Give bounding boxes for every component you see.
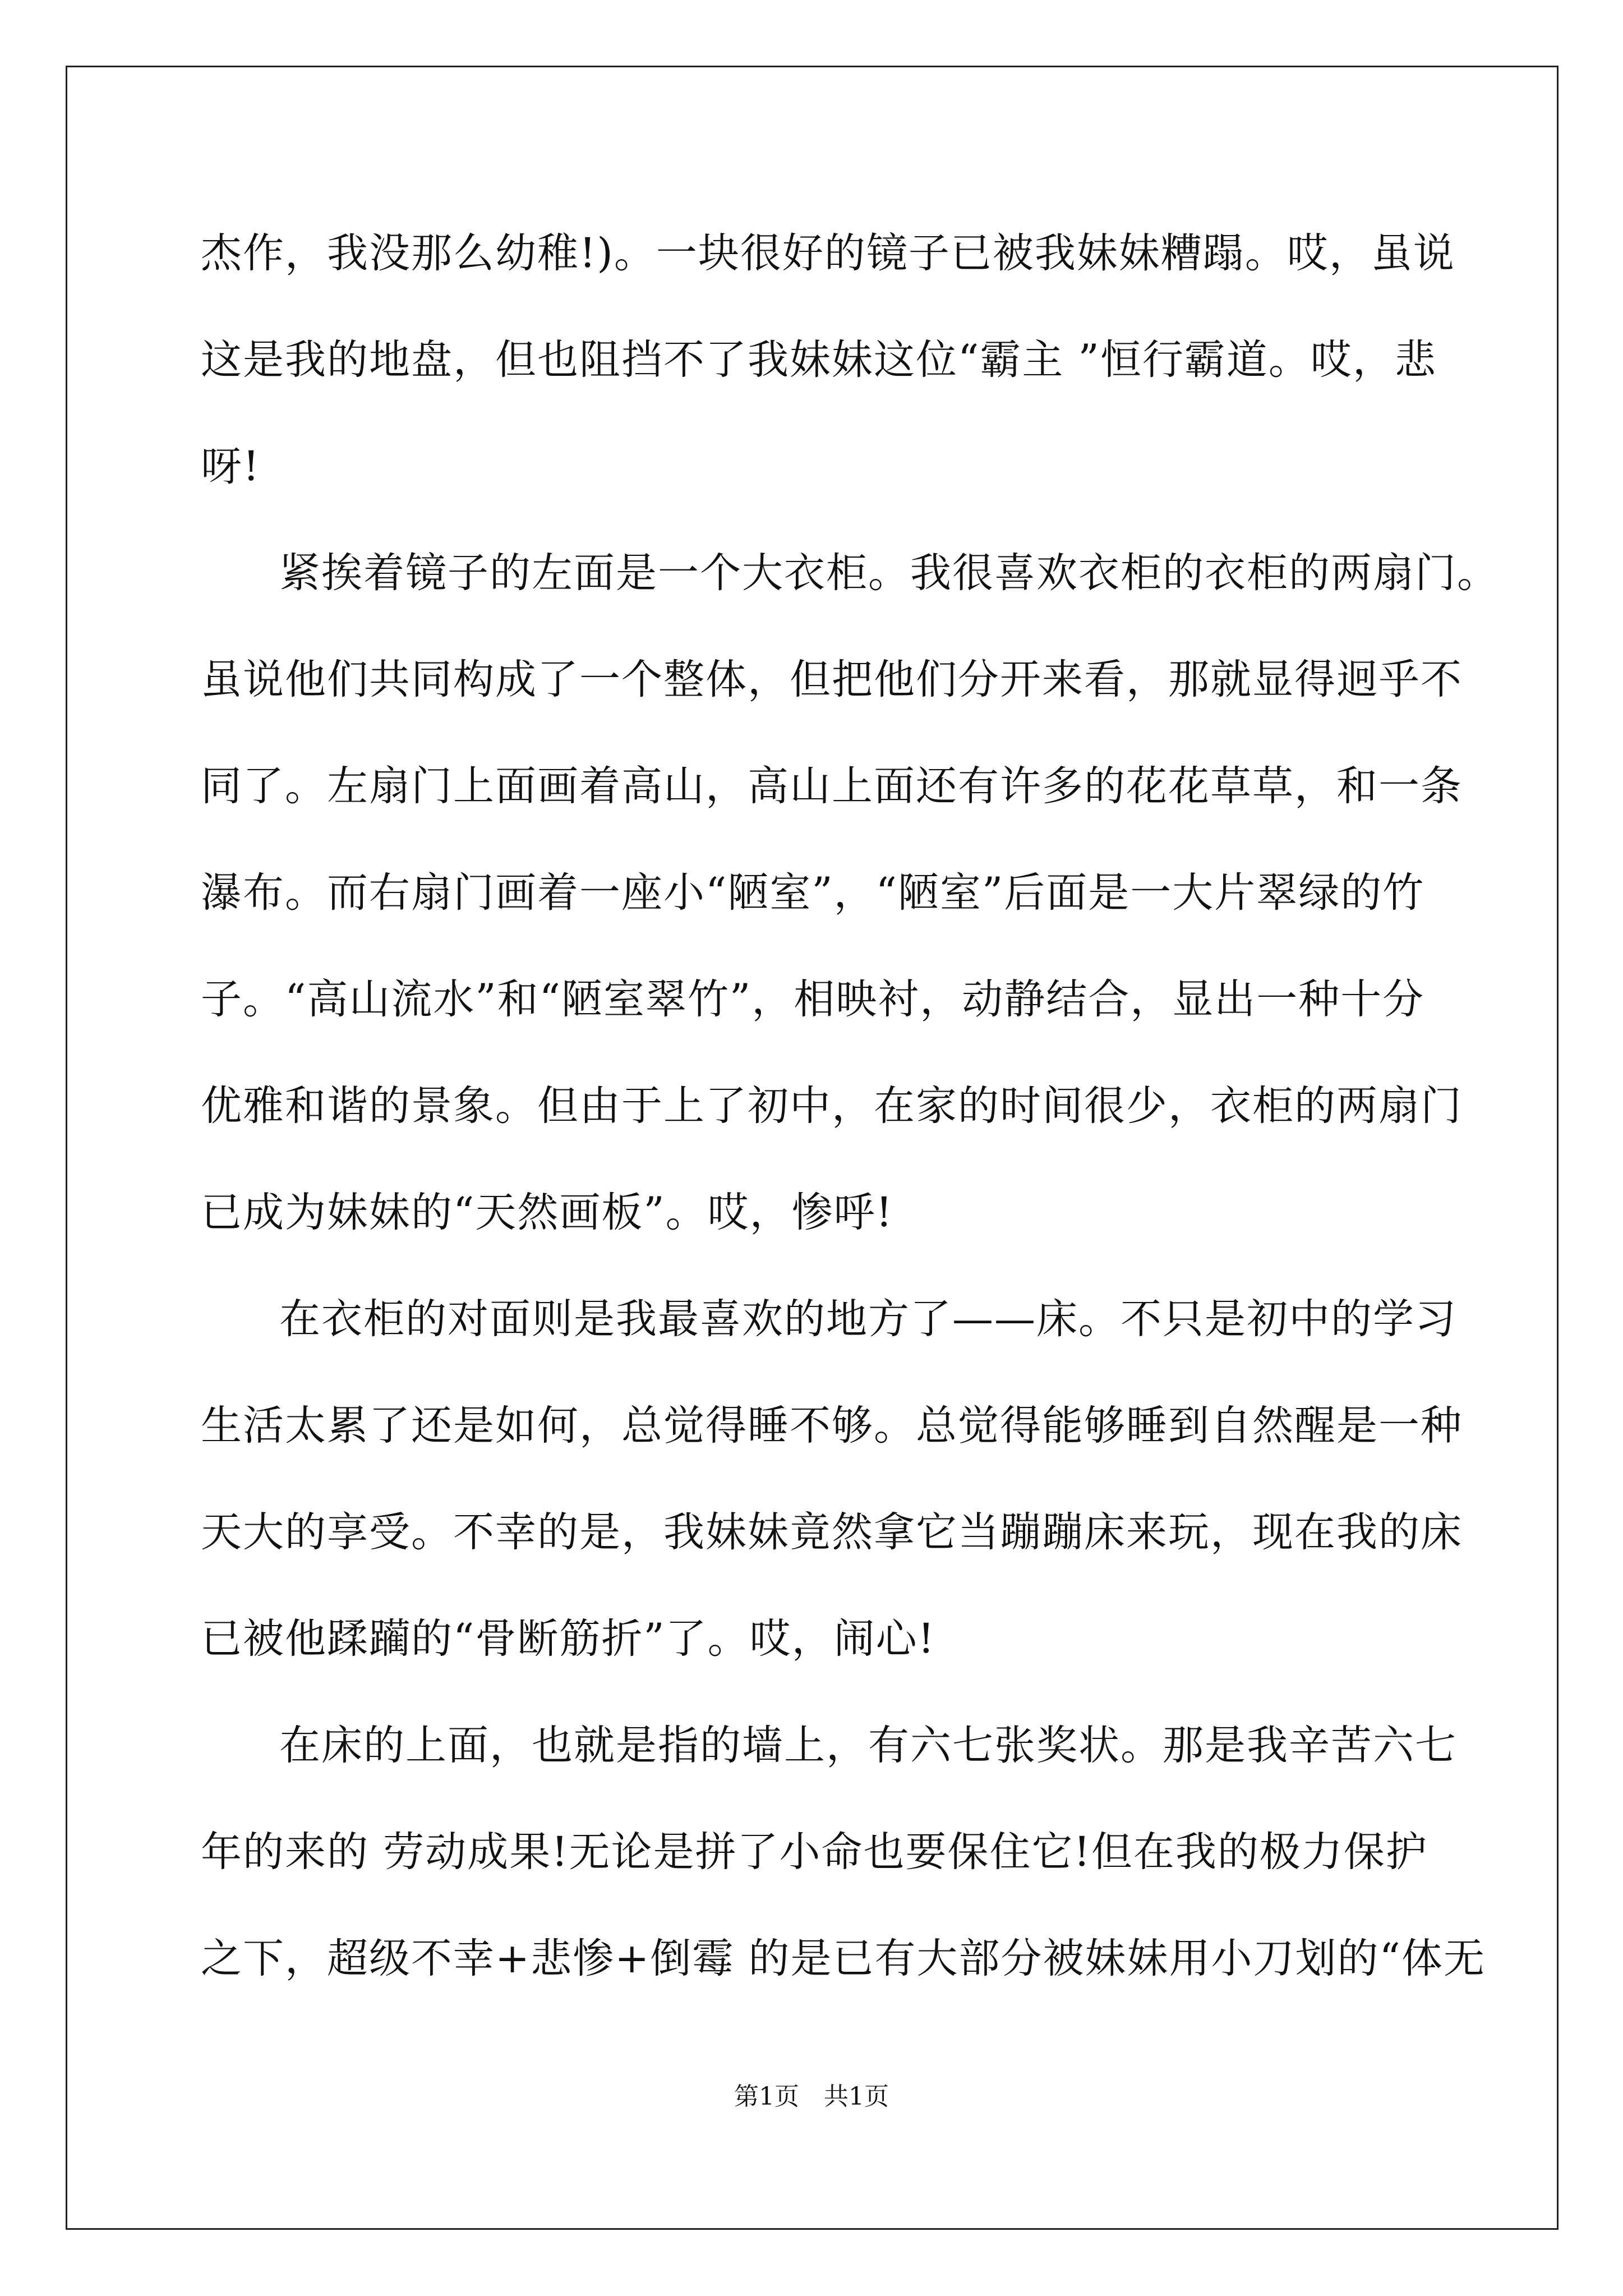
text-line: 在床的上面，也就是指的墙上，有六七张奖状。那是我辛苦六七	[279, 1722, 1457, 1769]
text-line: 虽说他们共同构成了一个整体，但把他们分开来看，那就显得迥乎不	[201, 656, 1463, 703]
page-number-footer: 第1页 共1页	[734, 2082, 889, 2111]
text-line: 杰作，我没那么幼稚!)。一块很好的镜子已被我妹妹糟蹋。哎，虽说	[201, 229, 1455, 277]
text-line: 紧挨着镜子的左面是一个大衣柜。我很喜欢衣柜的衣柜的两扇门。	[279, 549, 1499, 597]
text-line: 已被他蹂躏的“骨断筋折”了。哎，闹心!	[201, 1615, 935, 1663]
text-line: 子。“高山流水”和“陋室翠竹”，相映衬，动静结合，显出一种十分	[201, 976, 1425, 1023]
text-line: 这是我的地盘，但也阻挡不了我妹妹这位“霸主 ”恒行霸道。哎，悲	[201, 336, 1437, 384]
text-line: 在衣柜的对面则是我最喜欢的地方了——床。不只是初中的学习	[279, 1295, 1457, 1343]
text-line: 年的来的 劳动成果!无论是拼了小命也要保住它!但在我的极力保护	[201, 1828, 1428, 1876]
text-line: 天大的享受。不幸的是，我妹妹竟然拿它当蹦蹦床来玩，现在我的床	[201, 1508, 1463, 1556]
page-border	[66, 66, 1559, 2230]
text-line: 之下，超级不幸+悲惨+倒霉 的是已有大部分被妹妹用小刀划的“体无	[201, 1935, 1486, 1982]
text-line: 呀!	[201, 443, 261, 490]
text-line: 瀑布。而右扇门画着一座小“陋室”，“陋室”后面是一大片翠绿的竹	[201, 869, 1425, 917]
text-line: 优雅和谐的景象。但由于上了初中，在家的时间很少，衣柜的两扇门	[201, 1082, 1463, 1130]
text-line: 生活太累了还是如何，总觉得睡不够。总觉得能够睡到自然醒是一种	[201, 1402, 1463, 1450]
text-line: 同了。左扇门上面画着高山，高山上面还有许多的花花草草，和一条	[201, 762, 1463, 810]
text-line: 已成为妹妹的“天然画板”。哎，惨呼!	[201, 1189, 893, 1236]
